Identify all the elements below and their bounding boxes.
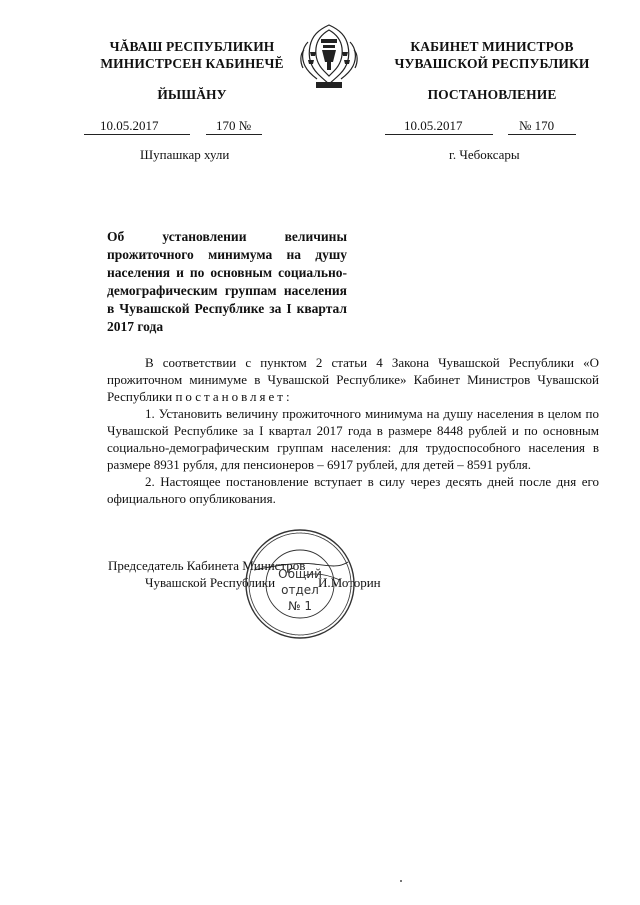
stamp-line-1: Общий [278,567,322,581]
right-number: № 170 [519,118,555,133]
left-date: 10.05.2017 [100,118,159,133]
document-title: Об установлении величины прожиточного минимума на душу населения и по основным социально-демографическим группам населения в Чувашской Республике за I квартал 2017 года [107,229,347,334]
right-number-underline [508,133,576,135]
header-left [82,38,302,103]
header-right-doc-type: ПОСТАНОВЛЕНИЕ [427,87,557,102]
header-right-line1: КАБИНЕТ МИНИСТРОВ [410,39,574,54]
scan-speck [400,880,402,882]
item-2: 2. Настоящее постановление вступает в силу через десять дней после дня его официального опубликования. [107,474,599,506]
coat-of-arms-emblem [298,22,360,92]
left-number: 170 № [216,118,252,133]
right-date: 10.05.2017 [404,118,463,133]
stamp-line-2: отдел [281,583,319,597]
intro-text: В соответствии с пунктом 2 статьи 4 Закона Чувашской Республики «О прожиточном минимуме в Чувашской Республике» Кабинет Министров Чувашской Республики [107,355,599,404]
document-body [107,354,599,507]
signature-line2: Чувашской Республики [145,575,276,590]
header-right [372,38,612,103]
stamp-line-3: № 1 [288,599,312,613]
header-left-line1: ЧĂВАШ РЕСПУБЛИКИН [109,39,275,54]
header-right-line2: ЧУВАШСКОЙ РЕСПУБЛИКИ [394,56,590,71]
signature-name: И.Моторин [318,575,381,590]
stamp-center-text [270,566,330,614]
right-city: г. Чебоксары [449,147,520,162]
left-number-underline [206,133,262,135]
left-date-underline [84,133,190,135]
right-date-underline [385,133,493,135]
intro-paragraph [107,354,599,405]
header-left-doc-type: ЙЫШĂНУ [157,87,227,102]
item-1: 1. Установить величину прожиточного минимума на душу населения в целом по Чувашской Республике за I квартал 2017 года в размере 8448 рублей и по основным социально-демографическим группам населения: для трудоспособного населения в размере 8931 рубля, для пенсионеров – 6917 рублей, для детей – 8591 рубля. [107,406,599,472]
decree-word: постановляет: [175,389,293,404]
left-city: Шупашкар хули [140,147,230,162]
signature-line1: Председатель Кабинета Министров [108,558,306,573]
header-left-line2: МИНИСТРСЕН КАБИНЕЧĔ [100,56,284,71]
